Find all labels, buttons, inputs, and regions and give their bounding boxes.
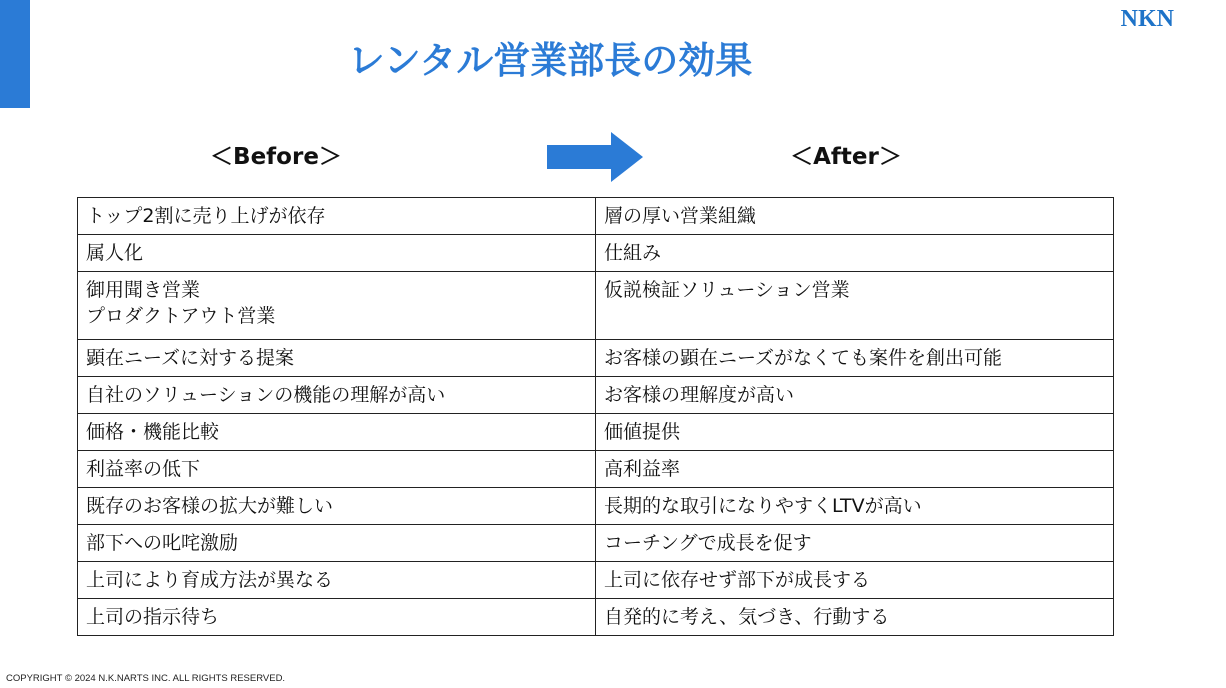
table-row	[78, 414, 1114, 451]
before-cell	[78, 488, 596, 525]
before-cell	[78, 414, 596, 451]
after-cell	[596, 488, 1114, 525]
after-text: 長期的な取引になりやすくLTVが高い	[604, 495, 922, 517]
before-cell	[78, 451, 596, 488]
table-row	[78, 562, 1114, 599]
after-cell	[596, 272, 1114, 340]
after-text: お客様の顕在ニーズがなくても案件を創出可能	[604, 347, 1003, 369]
after-cell	[596, 340, 1114, 377]
after-cell	[596, 235, 1114, 272]
before-cell	[78, 377, 596, 414]
before-cell	[78, 235, 596, 272]
before-text: 御用聞き営業	[86, 279, 201, 301]
after-text: 価値提供	[604, 421, 681, 443]
table-row	[78, 599, 1114, 636]
after-text: 仮説検証ソリューション営業	[604, 279, 850, 301]
table-row	[78, 235, 1114, 272]
before-cell	[78, 599, 596, 636]
table-row	[78, 340, 1114, 377]
before-text: 属人化	[86, 242, 144, 264]
table-row	[78, 525, 1114, 562]
before-cell	[78, 562, 596, 599]
after-cell	[596, 377, 1114, 414]
before-text: 顕在ニーズに対する提案	[86, 347, 295, 369]
before-text: 既存のお客様の拡大が難しい	[86, 495, 334, 517]
before-text: 部下への叱咤激励	[86, 532, 239, 554]
table-row	[78, 198, 1114, 235]
before-text: 自社のソリューションの機能の理解が高い	[86, 384, 446, 406]
before-text: 価格・機能比較	[86, 421, 220, 443]
page-title: レンタル営業部長の効果	[347, 39, 753, 82]
after-text: コーチングで成長を促す	[604, 532, 812, 554]
before-text: プロダクトアウト営業	[86, 305, 276, 327]
after-text: お客様の理解度が高い	[604, 384, 795, 406]
after-text: 上司に依存せず部下が成長する	[604, 569, 871, 591]
company-logo: NKN	[1120, 6, 1174, 32]
table-row	[78, 377, 1114, 414]
after-cell	[596, 198, 1114, 235]
table-row	[78, 272, 1114, 340]
before-cell	[78, 525, 596, 562]
before-cell	[78, 198, 596, 235]
before-text: 上司の指示待ち	[86, 606, 220, 628]
before-text: トップ2割に売り上げが依存	[86, 205, 326, 227]
comparison-table	[77, 197, 1114, 636]
after-text: 層の厚い営業組織	[604, 205, 757, 227]
copyright-footer: COPYRIGHT © 2024 N.K.NARTS INC. ALL RIGHTS RESERVED.	[6, 673, 286, 684]
after-heading: ＜After＞	[790, 144, 902, 170]
after-text: 自発的に考え、気づき、行動する	[604, 606, 890, 628]
after-cell	[596, 525, 1114, 562]
before-text: 上司により育成方法が異なる	[86, 569, 334, 591]
before-text: 利益率の低下	[86, 458, 201, 480]
before-heading: ＜Before＞	[210, 144, 342, 170]
before-cell	[78, 272, 596, 340]
after-cell	[596, 599, 1114, 636]
after-text: 仕組み	[604, 242, 662, 264]
after-cell	[596, 562, 1114, 599]
after-text: 高利益率	[604, 458, 681, 480]
right-arrow-icon	[547, 132, 643, 182]
after-cell	[596, 414, 1114, 451]
table-row	[78, 488, 1114, 525]
after-cell	[596, 451, 1114, 488]
before-cell	[78, 340, 596, 377]
table-row	[78, 451, 1114, 488]
